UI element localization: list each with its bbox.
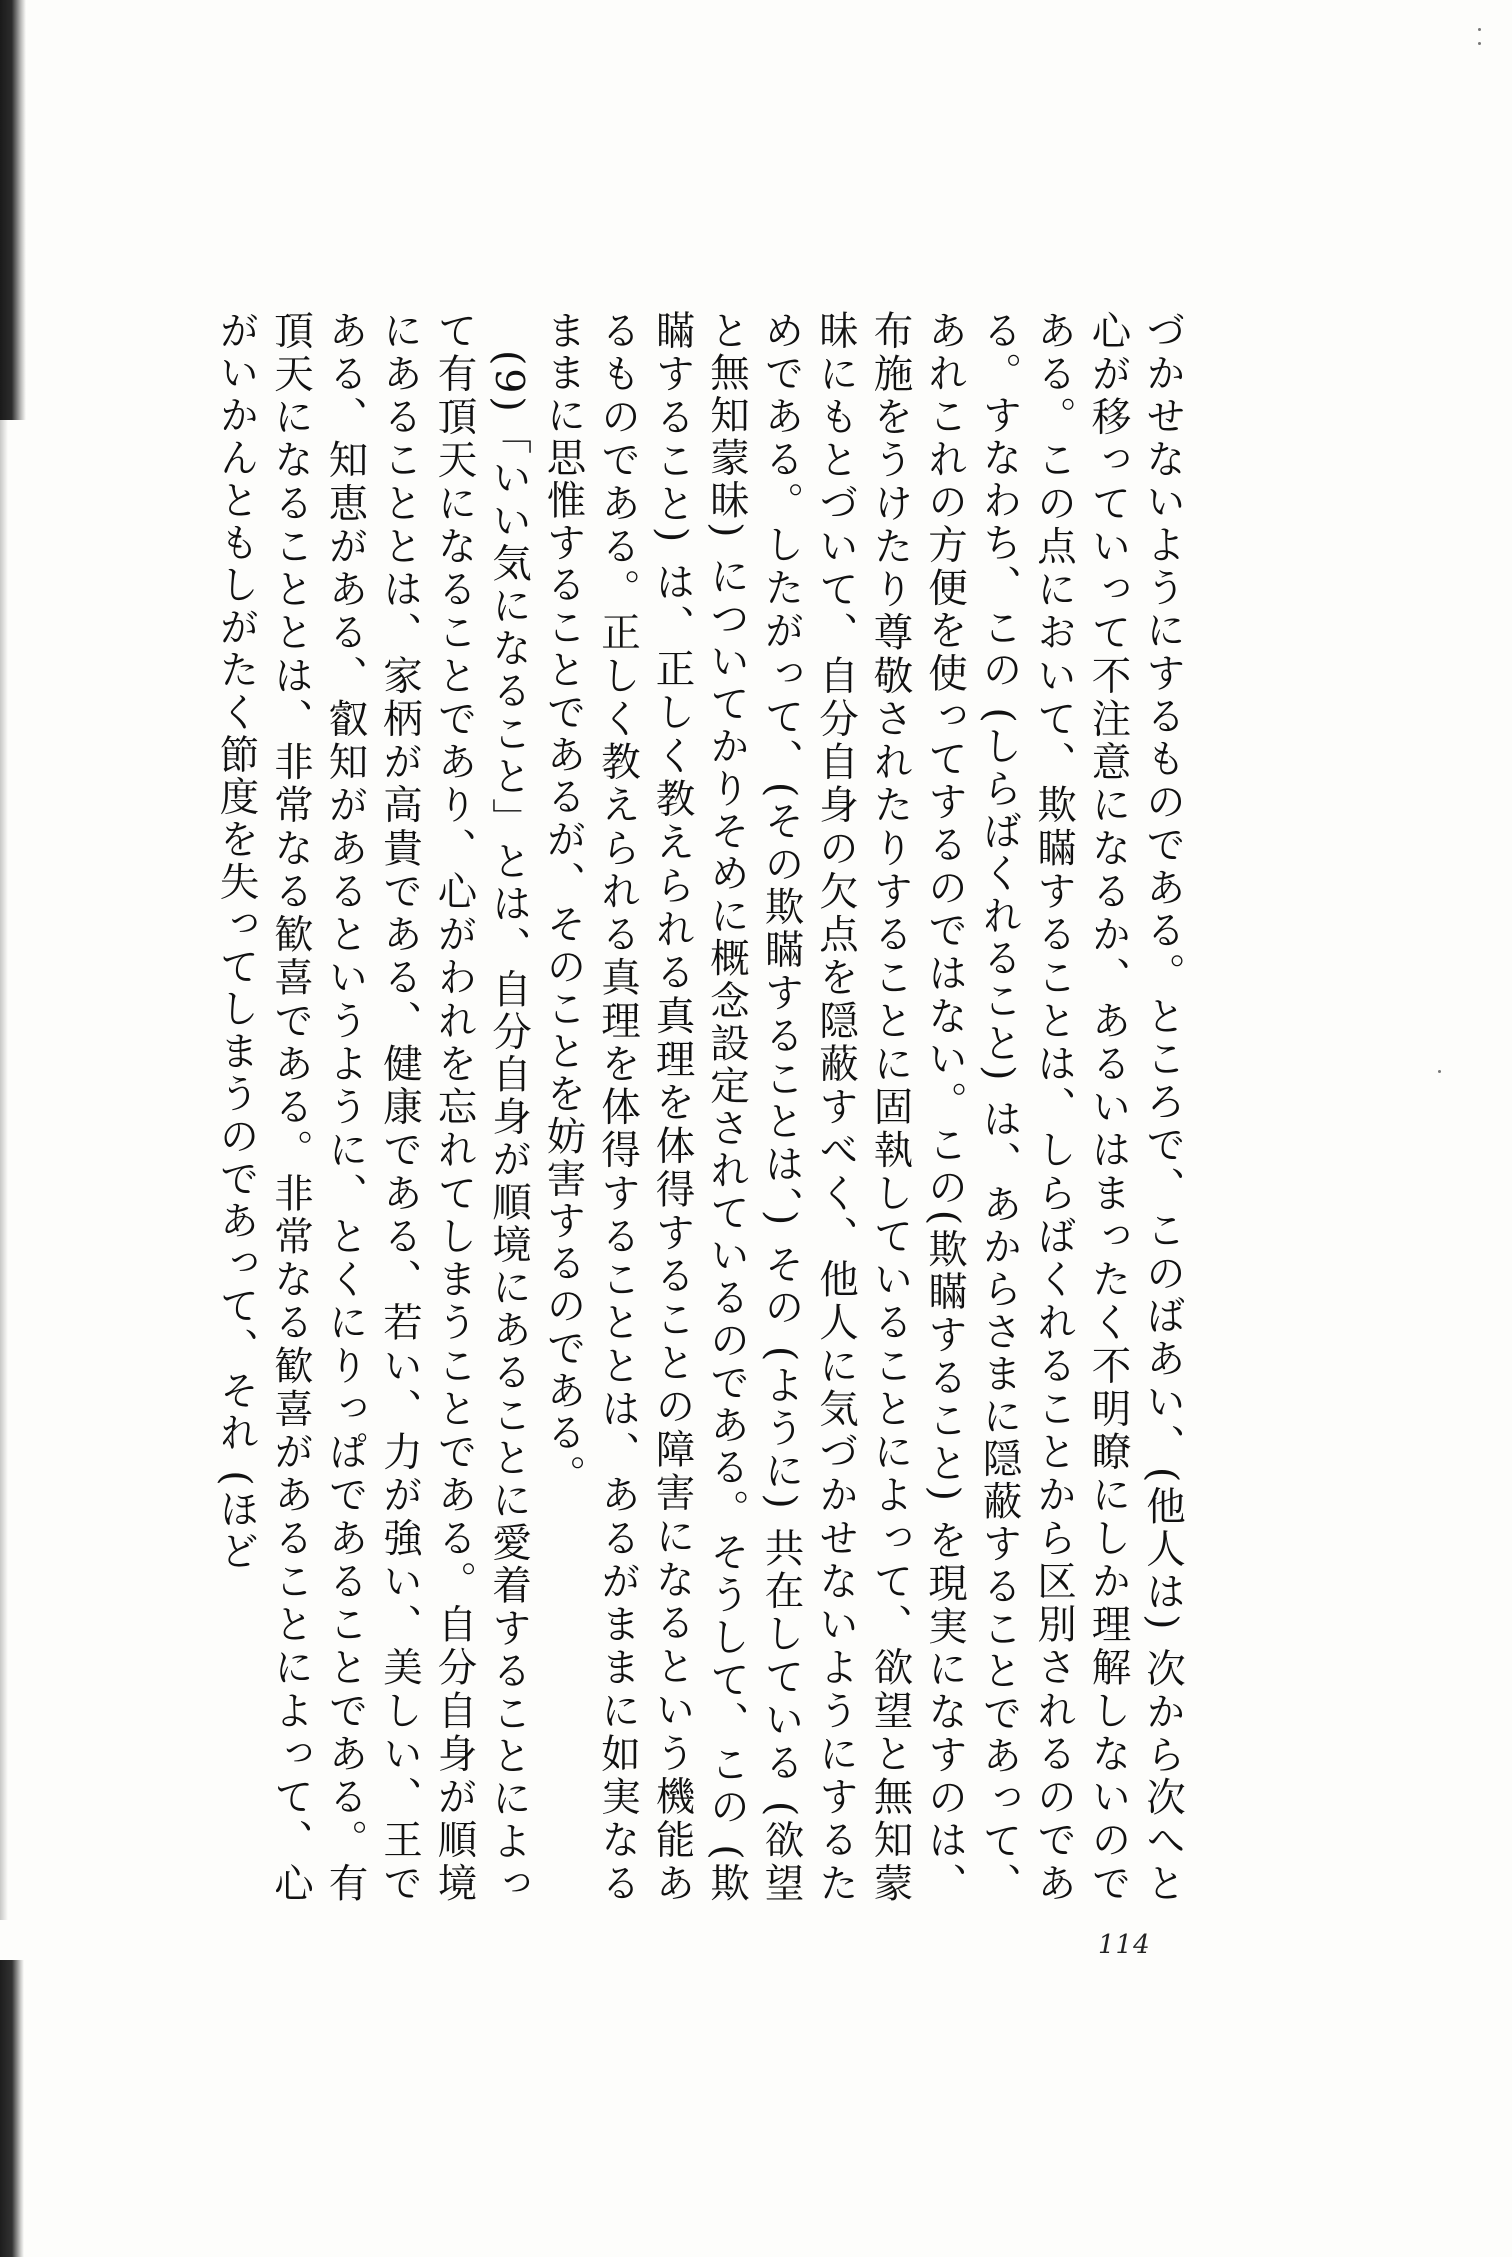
scan-speck	[1478, 42, 1481, 45]
page-number: 114	[1098, 1930, 1151, 1960]
scan-speck	[1478, 28, 1481, 31]
scan-speck	[1438, 1070, 1441, 1073]
paragraph-continuation: づかせないようにするものである。ところで、このばあい、(他人は) 次から次へと心が移っていって不注意になるか、あるいはまったく不明瞭にしか理解しないのである。この点において、欺瞞することは、しらばくれることから区別されるのである。すなわち、この (しらばくれること) は、あからさまに隠蔽することであって、あれこれの方便を使ってするのではない。この(欺瞞すること) を現実になすのは、布施をうけたり尊敬されたりすることに固執していることによって、欲望と無知蒙昧にもとづいて、自分自身の欠点を隠蔽すべく、他人に気づかせないようにするためである。したがって、(その欺瞞することは、) その (ように) 共在している (欲望と無知蒙昧) についてかりそめに概念設定されているのである。そうして、この (欺瞞すること) は、正しく教えられる真理を体得することの障害になるという機能あるものである。正しく教えられる真理を体得することとは、あるがままに如実なるままに思惟することであるが、そのことを妨害するのである。	[540, 310, 1186, 1905]
binding-shadow-middle	[0, 420, 8, 1920]
vertical-body-text	[160, 310, 1190, 1905]
binding-shadow-bottom	[0, 1960, 24, 2257]
binding-shadow-top	[0, 0, 26, 420]
paragraph-item-9: (9)「いい気になること」とは、自分自身が順境にあることに愛着することによって有頂天になることであり、心がわれを忘れてしまうことである。自分自身が順境にあることとは、家柄が高貴である、健康である、若い、力が強い、美しい、王である、知恵がある、叡知があるというように、とくにりっぱであることである。有頂天になることとは、非常なる歓喜である。非常なる歓喜があることによって、心がいかんともしがたく節度を失ってしまうのであって、それ (ほど	[213, 310, 532, 1905]
